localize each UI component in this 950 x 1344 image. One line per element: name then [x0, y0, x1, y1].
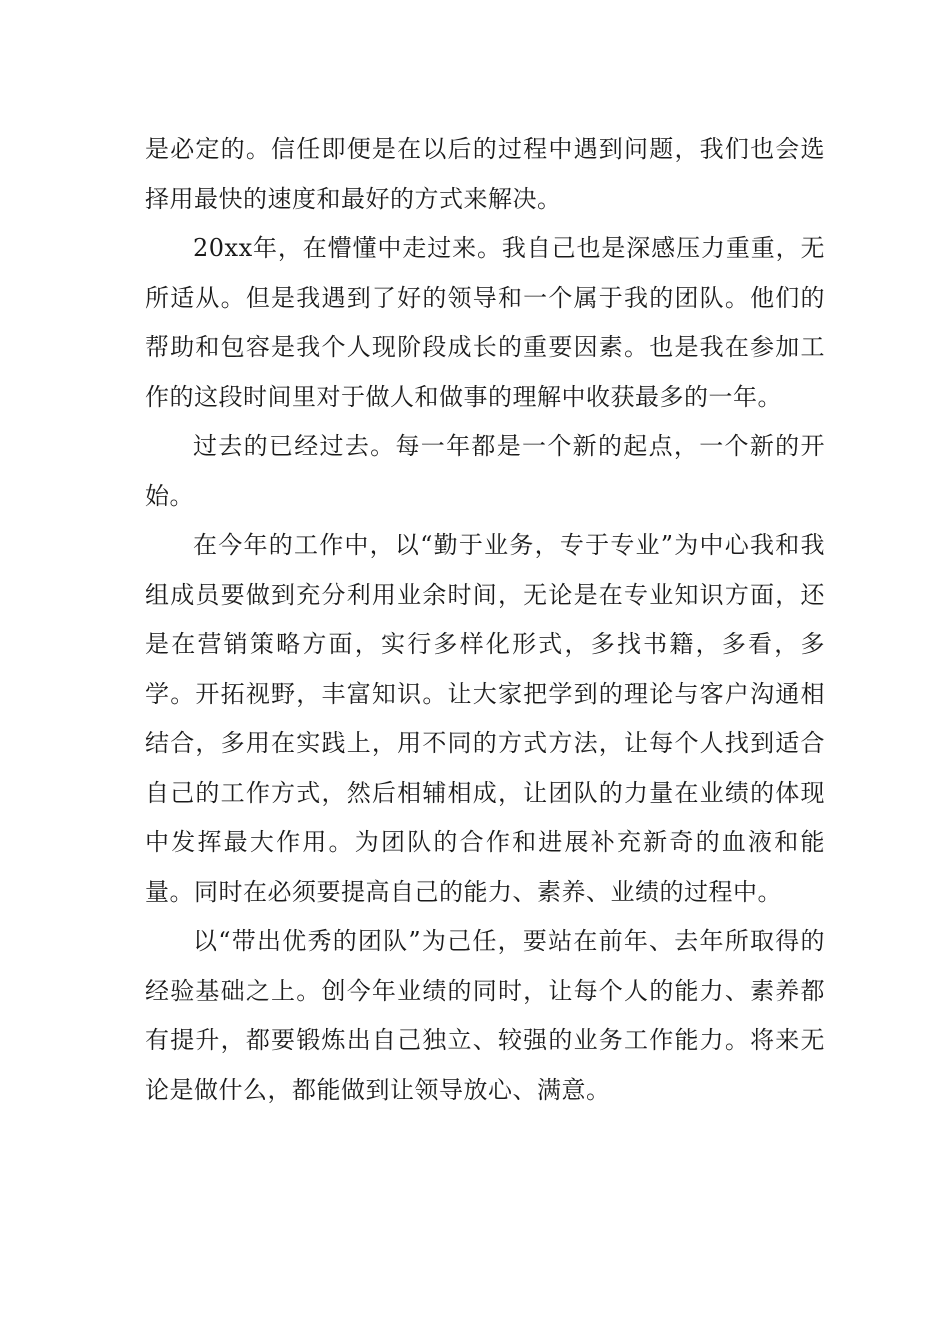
paragraph-4: 在今年的工作中，以“勤于业务，专于专业”为中心我和我组成员要做到充分利用业余时间，无论是在专业知识方面，还是在营销策略方面，实行多样化形式，多找书籍，多看，多学。开拓视野，丰富知识。让大家把学到的理论与客户沟通相结合，多用在实践上，用不同的方式方法，让每个人找到适合自己的工作方式，然后相辅相成，让团队的力量在业绩的体现中发挥最大作用。为团队的合作和进展补充新奇的血液和能量。同时在必须要提高自己的能力、素养、业绩的过程中。 [145, 531, 825, 906]
paragraph-1: 是必定的。信任即便是在以后的过程中遇到问题，我们也会选择用最快的速度和最好的方式来解决。 [145, 135, 825, 213]
paragraph-3: 过去的已经过去。每一年都是一个新的起点，一个新的开始。 [145, 432, 825, 510]
paragraph-5: 以“带出优秀的团队”为己任，要站在前年、去年所取得的经验基础之上。创今年业绩的同时，让每个人的能力、素养都有提升，都要锻炼出自己独立、较强的业务工作能力。将来无论是做什么，都能做到让领导放心、满意。 [145, 927, 825, 1104]
paragraph-2: 20xx年，在懵懂中走过来。我自己也是深感压力重重，无所适从。但是我遇到了好的领导和一个属于我的团队。他们的帮助和包容是我个人现阶段成长的重要因素。也是我在参加工作的这段时间里对于做人和做事的理解中收获最多的一年。 [145, 234, 825, 411]
document-body [145, 125, 825, 1115]
